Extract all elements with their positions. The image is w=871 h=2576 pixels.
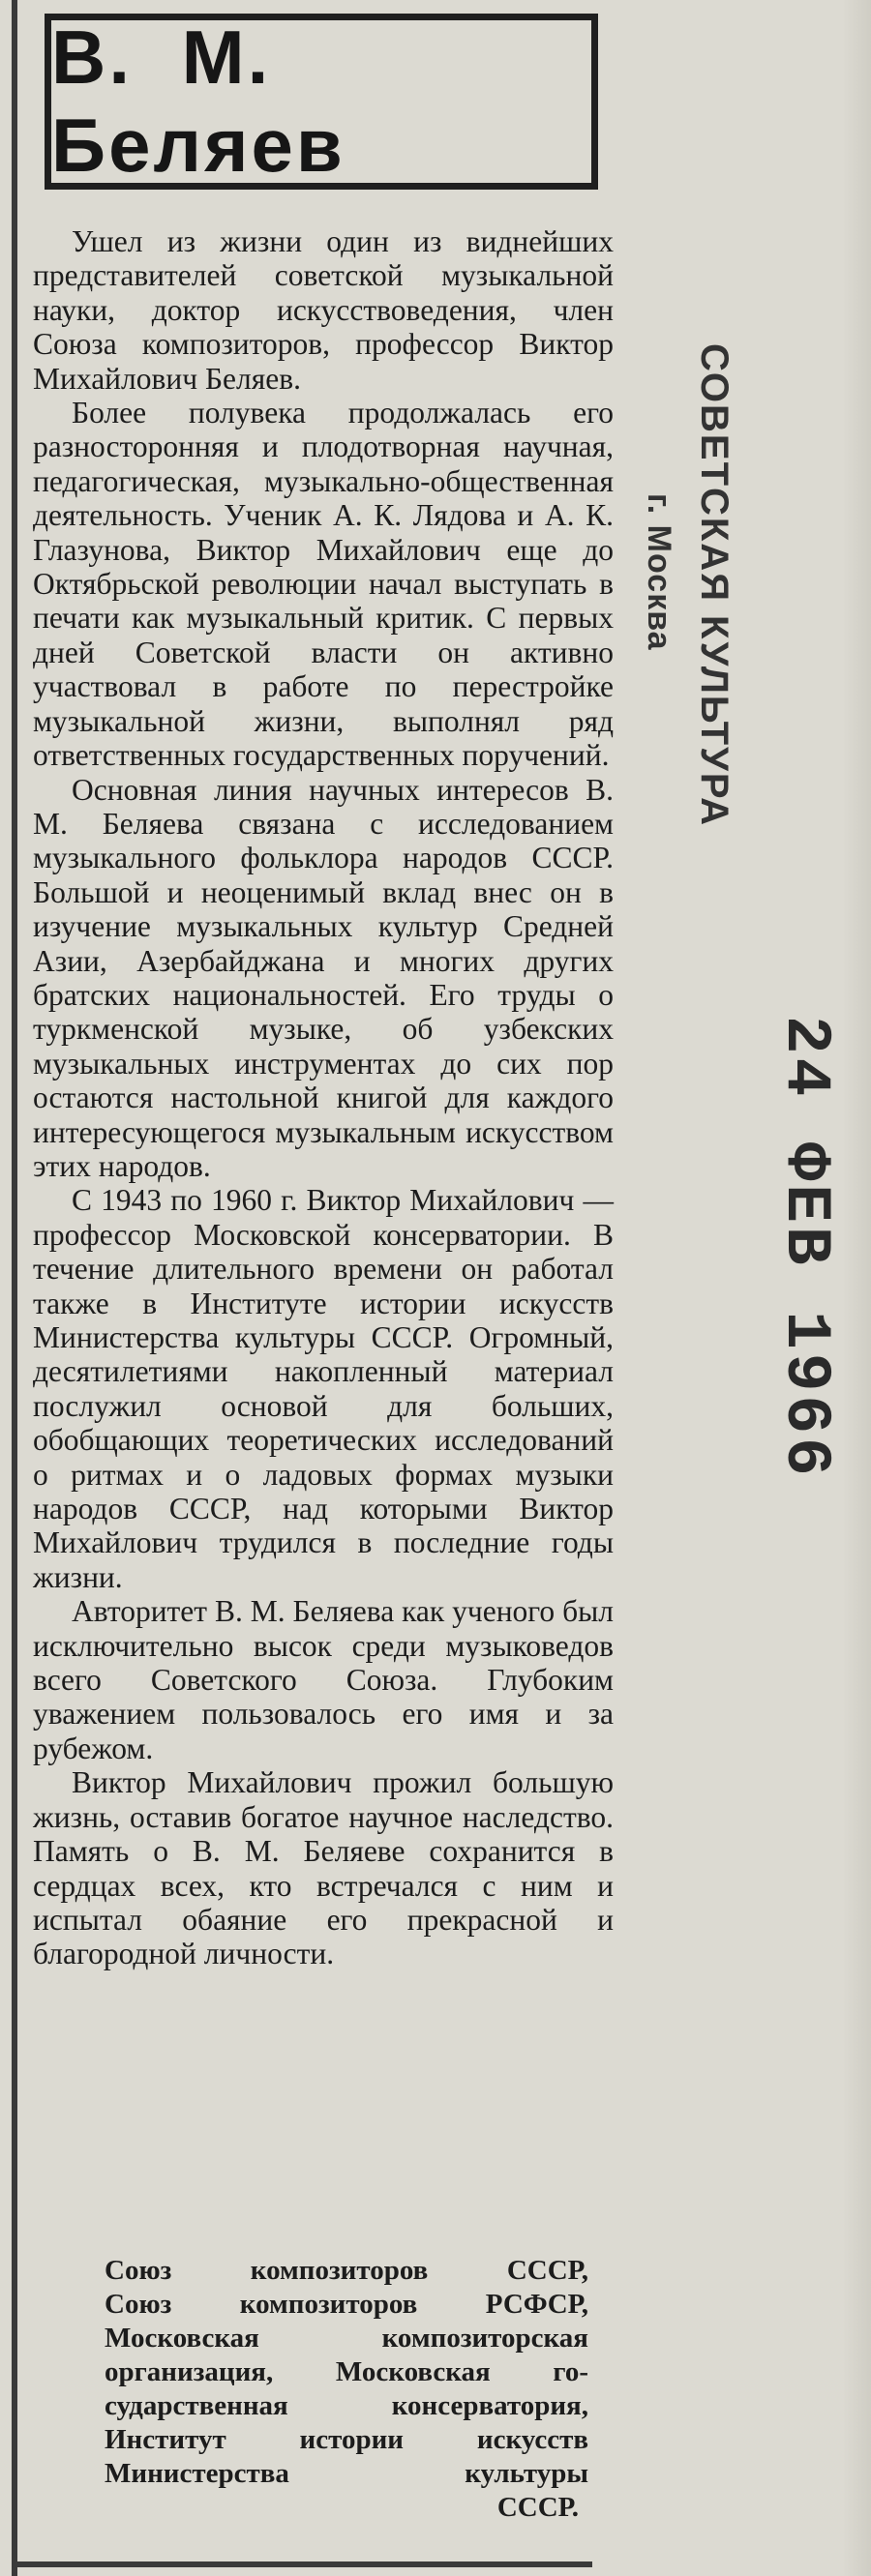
paragraph-5: Авторитет В. М. Беляева как ученого был исключительно высок среди музыковедов всего Советского Союза. Глубоким уважением пользовалось его имя и за рубежом. [33,1594,614,1765]
signatory-line-2 [105,2288,588,2322]
signatory-word: композиторская [381,2323,588,2354]
signatory-line-1 [105,2254,588,2288]
page-title: В. М. Беляев [51,15,345,188]
signatory-word: Министерства [105,2458,289,2489]
signatory-word: композиторов [250,2255,429,2286]
bottom-border-rule [12,2561,592,2567]
paragraph-3: Основная линия научных интересов В. М. Беляева связана с исследованием музыкального фольклора народов СССР. Большой и неоценимый вклад внес он в изучение музыкальных культур Средней Азии, Азербайджана и многих других братских национальностей. Его труды о туркменской музыке, об узбекских музыкальных инструментах до сих пор остаются настольной книгой для каждого интересующегося музыкальным искусством этих народов. [33,772,614,1183]
date-stamp: 24 ФЕВ 1966 [769,1016,842,1480]
paragraph-2: Более полувека продолжалась его разносторонняя и плодотворная научная, педагогическая, музыкально-общественная деятельность. Ученик А. К. Лядова и А. К. Глазунова, Виктор Михайлович еще до Октябрьской революции начал выступать в печати как музыкальный критик. С первых дней Советской власти он активно участвовал в работе по перестройке музыкальной жизни, выполнял ряд ответственных государственных поручений. [33,396,614,773]
signatory-word: истории [299,2424,405,2455]
signatory-line-3 [105,2322,588,2355]
paragraph-6: Виктор Михайлович прожил большую жизнь, оставив богатое научное наследство. Память о В. М. Беляеве сохранится в сердцах всех, кто встречался с ним и испытал обаяние его прекрасной и благородной личности. [33,1765,614,1971]
signatory-word: сударственная [105,2390,288,2421]
paper-edge [842,0,871,2576]
obituary-text [33,224,614,1971]
signatory-word: организация, [105,2356,274,2387]
paragraph-4: С 1943 по 1960 г. Виктор Михайлович — профессор Московской консерватории. В течение длительного времени он работал также в Институте истории искусств Министерства культуры СССР. Огромный, десятилетиями накопленный материал послужил основой для больших, обобщающих теоретических исследований о ритмах и о ладовых формах музыки народов СССР, над которыми Виктор Михайлович трудился в последние годы жизни. [33,1183,614,1594]
signatory-word: композиторов [239,2289,418,2320]
left-border-rule [12,0,17,2576]
signatory-word: консерватория, [391,2390,588,2421]
signatory-word: го- [553,2356,588,2387]
paragraph-1: Ушел из жизни один из виднейших представителей советской музыкальной науки, доктор искусствоведения, член Союза композиторов, профессор Виктор Михайлович Беляев. [33,224,614,396]
signatory-line-8: СССР. [496,2492,579,2523]
signatory-line-7 [105,2457,588,2491]
signatory-line-6 [105,2423,588,2457]
signatory-word: Союз [105,2255,172,2286]
signatories [105,2254,588,2525]
signatory-word: СССР, [506,2255,588,2286]
signatory-word: РСФСР, [485,2289,588,2320]
publication-stamp: СОВЕТСКАЯ КУЛЬТУРА [693,343,736,827]
signatory-word: Московская [335,2356,491,2387]
signatory-word: Московская [105,2323,259,2354]
signatory-line-4 [105,2355,588,2389]
signatory-word: Институт [105,2424,226,2455]
signatory-line-5 [105,2389,588,2423]
title-box [45,14,598,190]
signatory-word: искусств [476,2424,588,2455]
signatory-word: Союз [105,2289,172,2320]
signatory-word: культуры [465,2458,588,2489]
city-stamp: г. Москва [641,493,677,651]
